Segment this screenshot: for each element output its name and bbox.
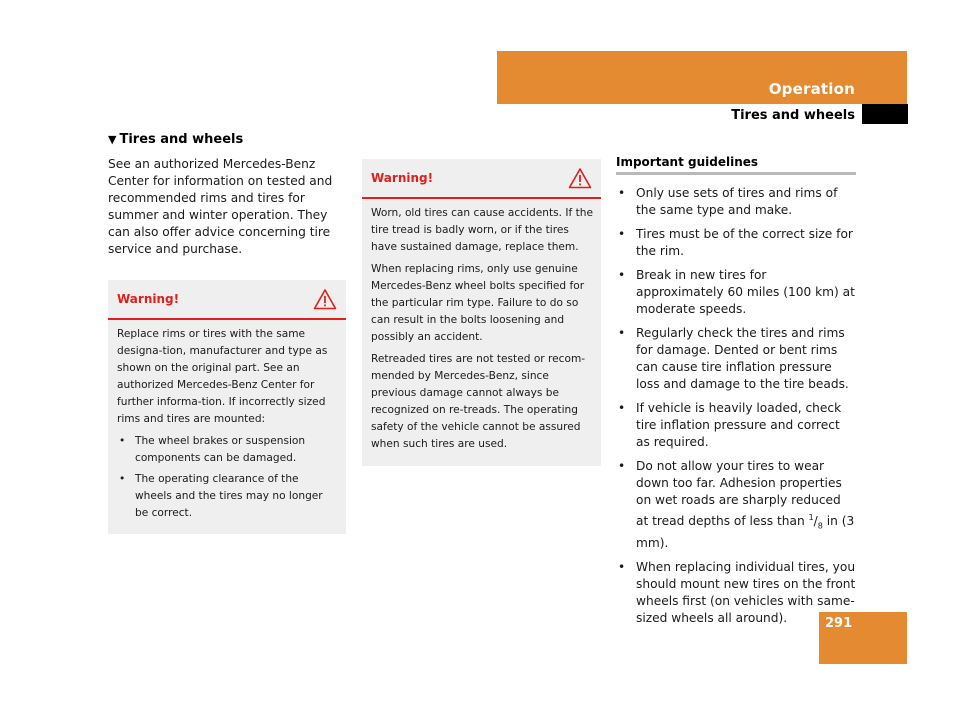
list-item: • If vehicle is heavily loaded, check tire inflation pressure and correct as required. [616,400,856,451]
warning-paragraph: Replace rims or tires with the same designa-tion, manufacturer and type as shown on the original part. See an authorized Mercedes-Benz Center for further informa-tion. If incorrectly sized rims and tires are mounted: [117,328,328,425]
warning-header [362,159,601,199]
list-item: • The wheel brakes or suspension components can be damaged. [117,433,338,467]
header-band [497,51,907,104]
warning-paragraph: Retreaded tires are not tested or recom-mended by Mercedes-Benz, since previous damage cannot always be recognized on re-treads. The operating safety of the vehicle cannot be assured when such tires are used. [371,353,586,450]
warning-triangle-icon [568,167,592,189]
section-subtitle: Tires and wheels [731,108,855,123]
warning-box-tires [362,159,601,466]
warning-paragraph: When replacing rims, only use genuine Mercedes-Benz wheel bolts specified for the particular rim type. Failure to do so can result in the bolts loosening and possibly an accident. [371,263,585,343]
warning-label: Warning! [117,292,180,306]
list-item-tread-depth [616,458,856,552]
section-heading [108,132,346,147]
warning-body [108,320,346,534]
tread-text-post: in (3 mm). [636,514,855,550]
guidelines-heading: Important guidelines [616,155,856,175]
warning-box-rims [108,280,346,534]
list-item: • When replacing individual tires, you should mount new tires on the front wheels first (on vehicles with same-sized wheels all around). [616,559,856,627]
column-right [616,155,856,634]
warning-paragraph: Worn, old tires can cause accidents. If the tire tread is badly worn, or if the tires have sustained damage, replace them. [371,207,593,253]
fraction-slash: / [813,514,818,529]
warning-body [362,199,601,466]
column-middle [362,159,601,466]
list-item: • Tires must be of the correct size for the rim. [616,226,856,260]
guidelines-list [616,185,856,627]
column-left [108,132,346,534]
warning-header [108,280,346,320]
list-item: • Only use sets of tires and rims of the same type and make. [616,185,856,219]
chapter-title: Operation [768,80,855,98]
list-item: • Break in new tires for approximately 60 miles (100 km) at moderate speeds. [616,267,856,318]
fraction-numerator: 1 [808,513,814,522]
page-number-box [819,612,907,664]
warning-label: Warning! [371,171,434,185]
intro-paragraph: See an authorized Mercedes-Benz Center for information on tested and recommended rims and tires for summer and winter operation. They can also offer advice concerning tire service and purchase. [108,157,333,256]
warning-triangle-icon [313,288,337,310]
tread-text-pre: Do not allow your tires to wear down too far. Adhesion properties on wet roads are sharply reduced at tread depths of less than [636,459,842,529]
page-number: 291 [825,616,853,631]
fraction-denominator: 8 [817,521,823,531]
section-heading-text: Tires and wheels [119,132,244,147]
thumb-tab [862,104,908,124]
warning-list [117,433,338,522]
triangle-down-icon: ▼ [108,133,117,146]
list-item: • The operating clearance of the wheels and the tires may no longer be correct. [117,471,338,522]
list-item: • Regularly check the tires and rims for damage. Dented or bent rims can cause tire inflation pressure loss and damage to the tire beads. [616,325,856,393]
